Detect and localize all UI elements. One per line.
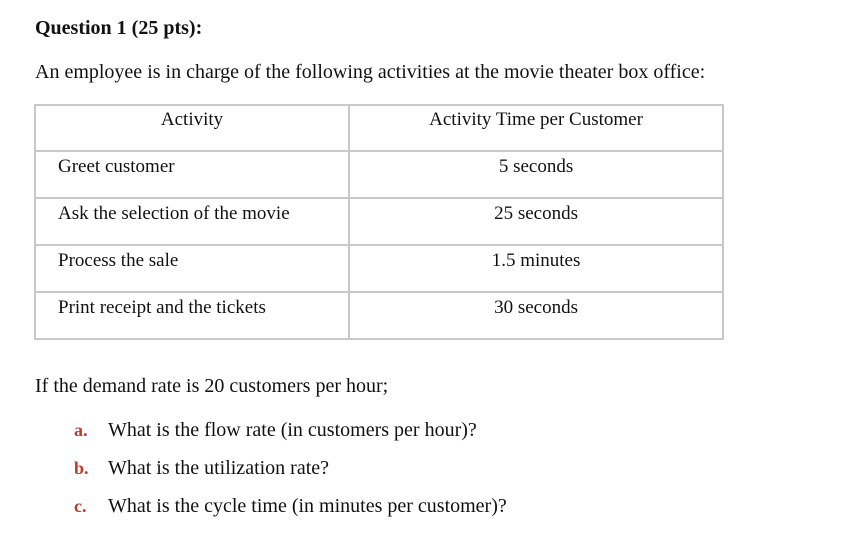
question-heading: Question 1 (25 pts): — [35, 17, 203, 39]
activity-cell: Print receipt and the tickets — [35, 292, 349, 339]
sub-question-text: What is the flow rate (in customers per hour)? — [108, 419, 477, 441]
activity-time-cell: 25 seconds — [349, 198, 723, 245]
activity-time-cell: 30 seconds — [349, 292, 723, 339]
activity-cell: Ask the selection of the movie — [35, 198, 349, 245]
sub-question-marker: a. — [74, 420, 88, 440]
sub-question-text: What is the utilization rate? — [108, 457, 330, 479]
list-item — [74, 419, 507, 457]
sub-question-text: What is the cycle time (in minutes per customer)? — [108, 495, 507, 517]
demand-statement: If the demand rate is 20 customers per hour; — [35, 375, 389, 397]
sub-question-marker: b. — [74, 458, 89, 478]
list-item — [74, 457, 507, 495]
table-row — [35, 198, 723, 245]
activity-cell: Process the sale — [35, 245, 349, 292]
table-row — [35, 151, 723, 198]
activity-time-cell: 1.5 minutes — [349, 245, 723, 292]
table-row — [35, 245, 723, 292]
activity-cell: Greet customer — [35, 151, 349, 198]
question-intro: An employee is in charge of the following activities at the movie theater box office: — [35, 61, 706, 83]
table-row — [35, 292, 723, 339]
table-header-row — [35, 105, 723, 151]
activity-table — [34, 104, 724, 340]
column-header-activity: Activity — [35, 105, 349, 151]
sub-question-list — [74, 419, 507, 533]
sub-question-marker: c. — [74, 496, 87, 516]
column-header-activity-time: Activity Time per Customer — [349, 105, 723, 151]
activity-time-cell: 5 seconds — [349, 151, 723, 198]
list-item — [74, 495, 507, 533]
